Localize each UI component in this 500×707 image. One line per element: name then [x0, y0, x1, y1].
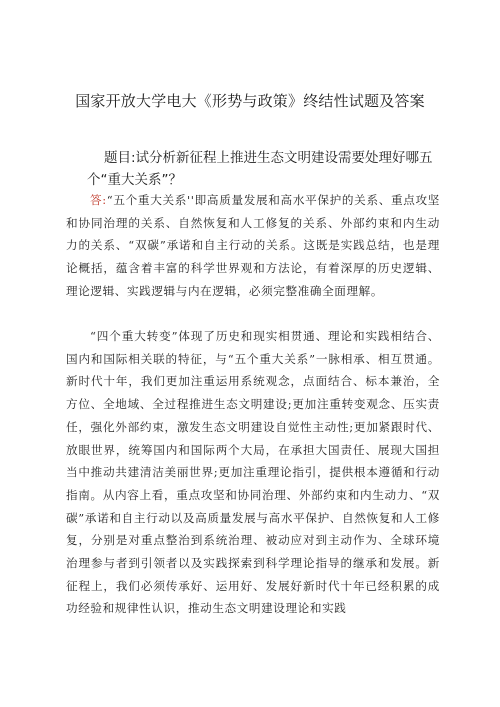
document-title: 国家开放大学电大《形势与政策》终结性试题及答案 [75, 92, 425, 110]
answer-paragraph-1 [66, 189, 440, 303]
answer-paragraph-2: “四个重大转变”体现了历史和现实相贯通、理论和实践相结合、国内和国际相关联的特征，与“五个重大关系”一脉相承、相互贯通。新时代十年，我们更加注重运用系统观念，点面结合、标本兼治，全方位、全地域、全过程推进生态文明建设;更加注重转变观念、压实责任，强化外部约束，激发生态文明建设自觉性主动性;更加紧跟时代、放眼世界，统筹国内和国际两个大局，在承担大国责任、展现大国担当中推动共建清洁美丽世界;更加注重理论指引，提供根本遵循和行动指南。从内容上看，重点攻坚和协同治理、外部约束和内生动力、“双碳”承诺和自主行动以及高质量发展与高水平保护、自然恢复和人工修复，分别是对重点整治到系统治理、被动应对到主动作为、全球环境治理参与者到引领者以及实践探索到科学理论指导的继承和发展。新征程上，我们必须传承好、运用好、发展好新时代十年已经积累的成功经验和规律性认识，推动生态文明建设理论和实践 [66, 329, 440, 616]
question-text: 题目:试分析新征程上推进生态文明建设需要处理好哪五个“重大关系”？ [87, 150, 433, 188]
answer-paragraph-1-text: “五个重大关系''即高质量发展和高水平保护的关系、重点攻坚和协同治理的关系、自然恢复和人工修复的关系、外部约束和内生动力的关系、“双碳”承诺和自主行动的关系。这既是实践总结，也是理论概括，蕴含着丰富的科学世界观和方法论，有着深厚的历史逻辑、理论逻辑、实践逻辑与内在逻辑，必须完整准确全面理解。 [66, 193, 441, 298]
answer-label: 答: [90, 193, 107, 207]
